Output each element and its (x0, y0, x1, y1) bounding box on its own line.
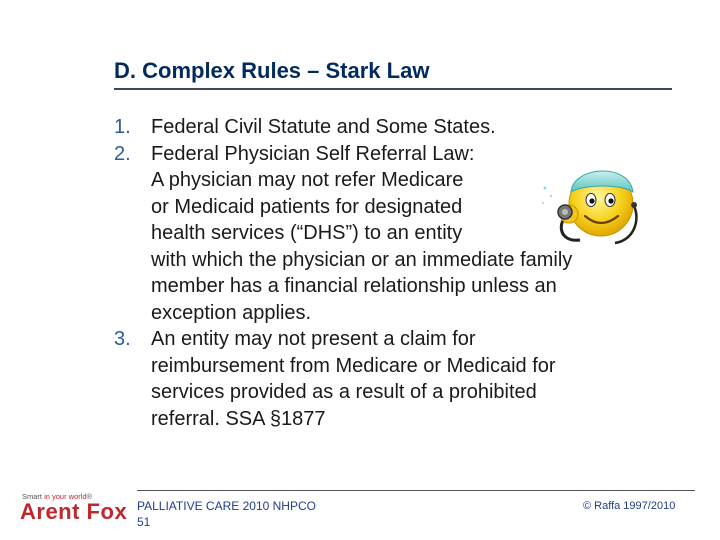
text-line: services provided as a result of a prohibited (151, 381, 537, 403)
text-line: Federal Physician Self Referral Law: (151, 142, 475, 165)
footer-copyright: © Raffa 1997/2010 (583, 500, 676, 512)
footer-divider (137, 490, 695, 491)
text-line: A physician may not refer Medicare (151, 169, 464, 191)
footer-info (137, 498, 316, 530)
text-line: with which the physician or an immediate family (151, 248, 573, 271)
logo-tagline-mark: ® (86, 492, 93, 501)
list-item (114, 326, 674, 432)
text-line: or Medicaid patients for designated (151, 195, 463, 218)
arent-fox-logo (20, 492, 128, 528)
list-number: 1. (114, 116, 131, 138)
logo-tagline-prefix: Smart (22, 492, 45, 501)
list-number: 2. (114, 142, 131, 165)
list-text (151, 326, 674, 432)
list-item (114, 114, 674, 141)
list-number: 3. (114, 328, 131, 350)
list-text (151, 114, 674, 141)
logo-name: Arent Fox (20, 499, 128, 524)
text-line: referral. SSA §1877 (151, 407, 326, 430)
page-number: 51 (137, 515, 151, 529)
text-line: exception applies. (151, 301, 312, 324)
title-underline (114, 88, 672, 90)
text-line: Federal Civil Statute and Some States. (151, 116, 496, 138)
text-line: member has a financial relationship unless an (151, 275, 557, 297)
logo-tagline-accent: in your world (44, 492, 87, 501)
text-line: reimbursement from Medicare or Medicaid for (151, 354, 556, 377)
text-line: An entity may not present a claim for (151, 328, 476, 350)
footer-conference: PALLIATIVE CARE 2010 NHPCO (137, 499, 316, 513)
doctor-smiley-icon (535, 148, 645, 258)
text-line: health services (“DHS”) to an entity (151, 222, 463, 244)
slide-title: D. Complex Rules – Stark Law (114, 58, 430, 83)
